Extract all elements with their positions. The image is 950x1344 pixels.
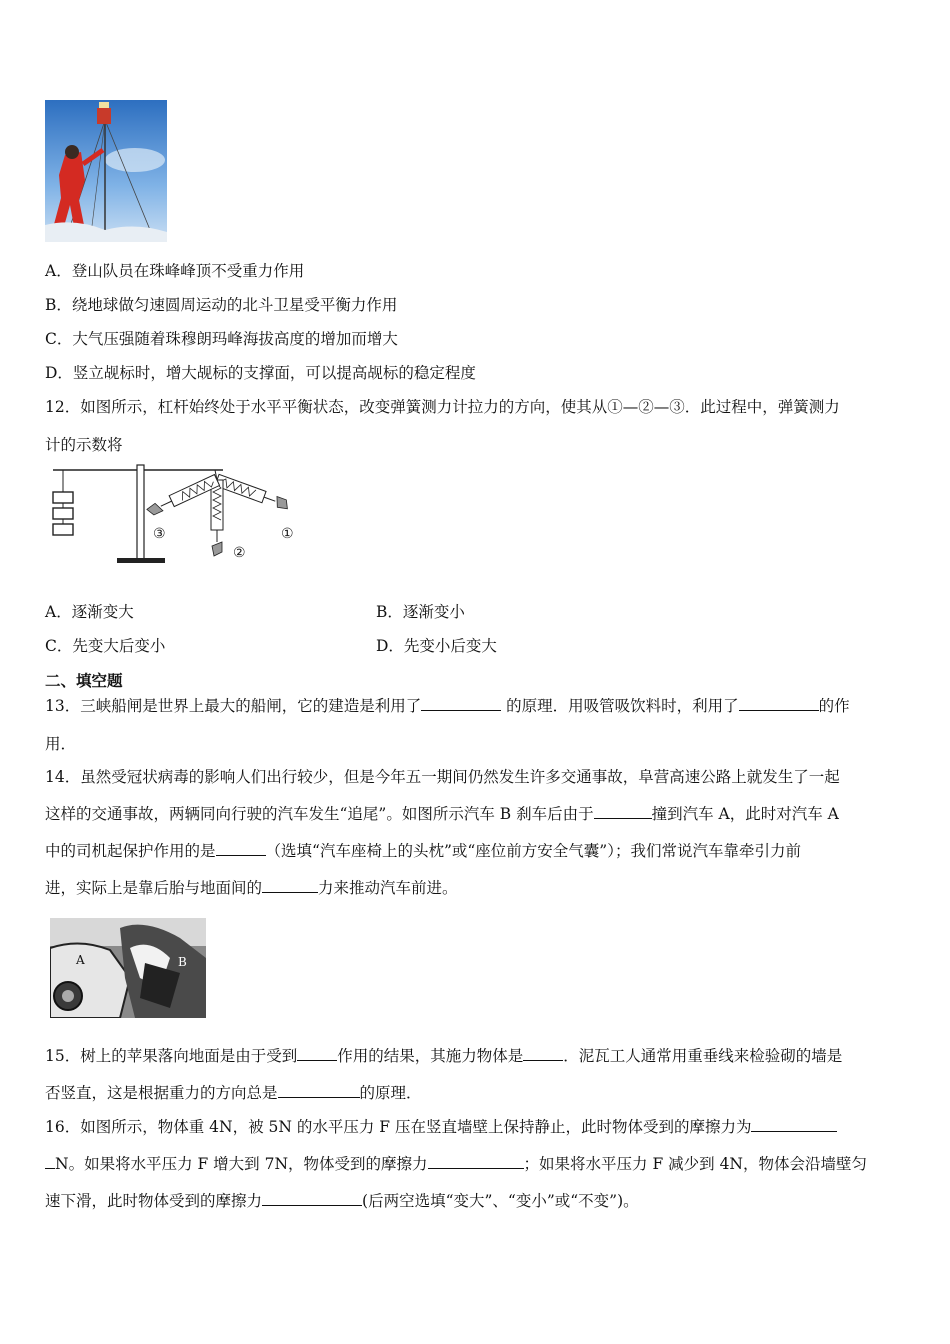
q11-option-c: C．大气压强随着珠穆朗玛峰海拔高度的增加而增大 xyxy=(45,330,398,348)
q16-line1 xyxy=(45,1118,837,1137)
lever-diagram xyxy=(45,462,295,572)
section-heading: 二、填空题 xyxy=(45,671,123,690)
answer-blank[interactable] xyxy=(594,805,652,819)
q15-text: 15．树上的苹果落向地面是由于受到 xyxy=(45,1047,298,1065)
mountaineer-photo xyxy=(45,100,167,242)
q16-text: (后两空选填“变大”、“变小”或“不变”)。 xyxy=(362,1192,639,1210)
q16-line3 xyxy=(45,1192,639,1211)
q16-line2 xyxy=(45,1155,867,1174)
q13-line2: 用． xyxy=(45,735,77,753)
q12-question-line2: 计的示数将 xyxy=(45,436,123,454)
position-label-1: ① xyxy=(281,526,294,542)
q12-option-c: C．先变大后变小 xyxy=(45,637,166,655)
q14-text: 中的司机起保护作用的是 xyxy=(45,842,216,860)
answer-blank[interactable] xyxy=(45,1155,55,1169)
q11-option-b: B．绕地球做匀速圆周运动的北斗卫星受平衡力作用 xyxy=(45,296,398,314)
answer-blank[interactable] xyxy=(297,1047,337,1061)
answer-blank[interactable] xyxy=(278,1084,360,1098)
q13-line1 xyxy=(45,697,850,716)
q15-text: ．泥瓦工人通常用重垂线来检验砌的墙是 xyxy=(563,1047,843,1065)
answer-blank[interactable] xyxy=(751,1118,837,1132)
answer-blank[interactable] xyxy=(262,879,318,893)
position-label-3: ③ xyxy=(153,526,166,542)
car-collision-photo xyxy=(50,918,206,1018)
q14-text: 这样的交通事故，两辆同向行驶的汽车发生“追尾”。如图所示汽车 B 刹车后由于 xyxy=(45,805,594,823)
q13-text: 的原理．用吸管吸饮料时，利用了 xyxy=(501,697,739,715)
q13-text: 13．三峡船闸是世界上最大的船闸，它的建造是利用了 xyxy=(45,697,422,715)
q11-option-d: D．竖立觇标时，增大觇标的支撑面，可以提高觇标的稳定程度 xyxy=(45,364,476,382)
q12-option-a: A．逐渐变大 xyxy=(45,603,134,621)
q15-text: 作用的结果，其施力物体是 xyxy=(337,1047,524,1065)
q14-line2 xyxy=(45,805,839,824)
answer-blank[interactable] xyxy=(523,1047,563,1061)
q12-option-d: D．先变小后变大 xyxy=(376,637,497,655)
answer-blank[interactable] xyxy=(262,1192,362,1206)
q15-line2 xyxy=(45,1084,422,1103)
q14-line4 xyxy=(45,879,458,898)
q14-text: （选填“汽车座椅上的头枕”或“座位前方安全气囊”）；我们常说汽车靠牵引力前 xyxy=(265,842,801,860)
answer-blank[interactable] xyxy=(739,697,819,711)
q12-option-b: B．逐渐变小 xyxy=(376,603,465,621)
answer-blank[interactable] xyxy=(428,1155,524,1169)
q16-text: 速下滑，此时物体受到的摩擦力 xyxy=(45,1192,263,1210)
answer-blank[interactable] xyxy=(421,697,501,711)
car-label-b: B xyxy=(178,955,187,969)
q16-text: 16．如图所示，物体重 4N，被 5N 的水平压力 F 压在竖直墙壁上保持静止，此时物体受到的摩擦力为 xyxy=(45,1118,752,1136)
q14-text: 力来推动汽车前进。 xyxy=(318,879,458,897)
car-label-a: A xyxy=(76,953,85,967)
position-label-2: ② xyxy=(233,545,246,561)
q14-text: 撞到汽车 A，此时对汽车 A xyxy=(651,805,839,823)
q13-text: 的作 xyxy=(818,697,850,715)
q15-line1 xyxy=(45,1047,842,1066)
q14-line1: 14．虽然受冠状病毒的影响人们出行较少，但是今年五一期间仍然发生许多交通事故，阜营高速公路上就发生了一起 xyxy=(45,768,840,786)
answer-blank[interactable] xyxy=(216,842,266,856)
q15-text: 的原理． xyxy=(359,1084,422,1102)
q16-text: N。如果将水平压力 F 增大到 7N，物体受到的摩擦力 xyxy=(55,1155,428,1173)
q16-text: ；如果将水平压力 F 减少到 4N，物体会沿墙壁匀 xyxy=(523,1155,867,1173)
q14-text: 进，实际上是靠后胎与地面间的 xyxy=(45,879,263,897)
q14-line3 xyxy=(45,842,801,861)
q11-option-a: A．登山队员在珠峰峰顶不受重力作用 xyxy=(45,262,305,280)
q12-question-line1: 12．如图所示，杠杆始终处于水平平衡状态，改变弹簧测力计拉力的方向，使其从①—②—③．此过程中，弹簧测力 xyxy=(45,398,840,416)
q15-text: 否竖直，这是根据重力的方向总是 xyxy=(45,1084,278,1102)
